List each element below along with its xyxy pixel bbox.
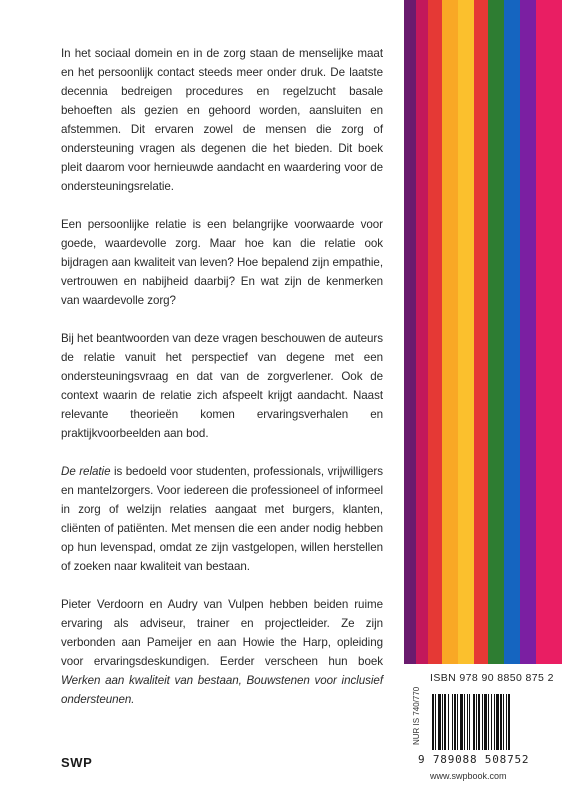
barcode-image: [430, 694, 562, 754]
barcode-bar: [494, 694, 495, 750]
barcode-bar: [452, 694, 453, 750]
barcode-bar: [506, 694, 507, 750]
paragraph-3: Bij het beantwoorden van deze vragen beschouwen de auteurs de relatie vanuit het perspectief van degene met een ondersteuningsvraag en dat van de zorgverlener. Ook de context waarin de relatie zich afspeelt krijgt aandacht. Naast relevante theorieën komen ervaringsverhalen en praktijkvoorbeelden aan bod.: [61, 332, 383, 440]
back-cover-text: [61, 44, 383, 728]
barcode-bar: [442, 694, 443, 750]
barcode-bar: [432, 694, 434, 750]
barcode-bar: [476, 694, 477, 750]
barcode-bar: [482, 694, 483, 750]
paragraph-1: In het sociaal domein en in de zorg staan de menselijke maat en het persoonlijk contact steeds meer onder druk. De laatste decennia bedreigen procedures en regelzucht basale behoeften als gezien en gehoord worden, aansluiten en afstemmen. Dit ervaren zowel de mensen die zorg of ondersteuning vragen als degenen die het bieden. Dit boek pleit daarom voor hernieuwde aandacht en waardering voor de ondersteuningsrelatie.: [61, 47, 383, 193]
paragraph-5-text: Pieter Verdoorn en Audry van Vulpen hebben beiden ruime ervaring als adviseur, trainer en projectleider. Ze zijn verbonden aan Pameijer en aan Howie the Harp, opleiding voor ervaringsdeskundigen. Eerder verscheen hun boek: [61, 598, 383, 668]
barcode-bar: [473, 694, 475, 750]
barcode-bar: [484, 694, 487, 750]
barcode-bar: [488, 694, 489, 750]
barcode-bar: [496, 694, 499, 750]
barcode-bar: [454, 694, 456, 750]
isbn-text: ISBN 978 90 8850 875 2: [430, 672, 554, 684]
barcode-bar: [467, 694, 468, 750]
paragraph-2: Een persoonlijke relatie is een belangrijke voorwaarde voor goede, waardevolle zorg. Maar hoe kan die relatie ook bijdragen aan kwaliteit van leven? Hoe bepalend zijn empathie, vertrouwen en nabijheid daarbij? En wat zijn de kenmerken van waardevolle zorg?: [61, 218, 383, 307]
barcode-bar: [457, 694, 458, 750]
previous-book-title: Werken aan kwaliteit van bestaan, Bouwstenen voor inclusief ondersteunen.: [61, 674, 383, 706]
barcode-bar: [460, 694, 463, 750]
barcode-bar: [435, 694, 436, 750]
paragraph-4-text: is bedoeld voor studenten, professionals, vrijwilligers en mantelzorgers. Voor iedereen die professioneel of informeel in zorg of welzijn relaties aangaat met burgers, klanten, cliënten of patiënten. Met mensen die een ander nodig hebben op hun levenspad, omdat ze zijn vastgelopen, willen herstellen of zoeken naar kwaliteit van bestaan.: [61, 465, 383, 573]
barcode-bar: [448, 694, 449, 750]
barcode-bar: [464, 694, 465, 750]
publisher-logo: SWP: [61, 755, 93, 770]
paragraph-4: [61, 462, 383, 576]
barcode-bar: [469, 694, 470, 750]
barcode-bar: [503, 694, 504, 750]
barcode-bar: [491, 694, 492, 750]
publisher-url: www.swpbook.com: [430, 771, 507, 781]
barcode-bar: [508, 694, 510, 750]
barcode-digits: 9 789088 508752: [418, 753, 530, 766]
barcode-bar: [444, 694, 446, 750]
barcode-bar: [438, 694, 441, 750]
book-title: De relatie: [61, 465, 111, 478]
nur-code: NUR IS 740/770: [412, 686, 421, 745]
paragraph-5: [61, 595, 383, 709]
barcode-bar: [500, 694, 502, 750]
barcode-bar: [478, 694, 480, 750]
